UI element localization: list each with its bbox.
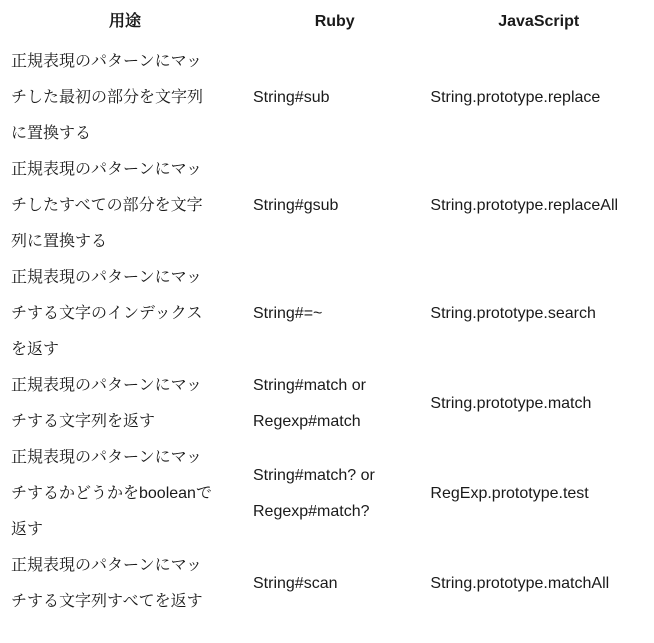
use-line: 正規表現のパターンにマッ: [11, 449, 203, 466]
use-cell: [4, 440, 246, 548]
use-line: 正規表現のパターンにマッ: [11, 377, 203, 394]
use-cell: [4, 548, 246, 620]
header-use: 用途: [108, 13, 141, 30]
use-cell: [4, 152, 246, 260]
header-javascript: JavaScript: [498, 13, 580, 30]
js-cell: String.prototype.replace: [430, 89, 601, 106]
ruby-method: String#sub: [253, 89, 330, 106]
js-cell: String.prototype.replaceAll: [430, 197, 619, 214]
ruby-cell: [246, 260, 423, 368]
use-line: チする文字のインデックス: [11, 305, 203, 322]
use-line: チしたすべての部分を文字: [11, 197, 203, 214]
js-cell: String.prototype.search: [430, 305, 596, 322]
use-cell: [4, 44, 246, 152]
use-cell: [4, 368, 246, 440]
ruby-cell: [246, 152, 423, 260]
use-line: チした最初の部分を文字列: [11, 89, 204, 106]
use-line: チする文字列を返す: [11, 413, 156, 430]
table-row: [4, 152, 654, 260]
use-line: チする文字列すべてを返す: [11, 593, 203, 610]
use-cell: [4, 260, 246, 368]
header-ruby: Ruby: [314, 13, 355, 30]
use-line: に置換する: [11, 125, 92, 142]
js-cell: String.prototype.match: [430, 395, 592, 412]
ruby-method: String#match or: [253, 377, 366, 394]
use-line: チするかどうかをbooleanで: [11, 485, 212, 502]
table-row: [4, 260, 654, 368]
ruby-cell: [246, 440, 423, 548]
use-line: 正規表現のパターンにマッ: [11, 53, 203, 70]
table-row: [4, 368, 654, 440]
js-cell: RegExp.prototype.test: [430, 485, 589, 502]
js-cell: String.prototype.matchAll: [430, 575, 610, 592]
regex-methods-table: [4, 0, 654, 620]
ruby-method: Regexp#match: [253, 413, 361, 430]
use-line: 正規表現のパターンにマッ: [11, 557, 203, 574]
table-row: [4, 440, 654, 548]
use-line: を返す: [11, 341, 60, 358]
ruby-method: String#match? or: [253, 467, 375, 484]
table-header-row: [4, 0, 654, 44]
ruby-method: String#scan: [253, 575, 338, 592]
use-line: 列に置換する: [11, 233, 108, 250]
ruby-method: String#gsub: [253, 197, 339, 214]
ruby-method: Regexp#match?: [253, 503, 370, 520]
use-line: 正規表現のパターンにマッ: [11, 161, 203, 178]
table-row: [4, 548, 654, 620]
ruby-cell: [246, 548, 423, 620]
table-row: [4, 44, 654, 152]
ruby-cell: [246, 44, 423, 152]
ruby-cell: [246, 368, 423, 440]
use-line: 返す: [11, 521, 44, 538]
ruby-method: String#=~: [253, 305, 323, 322]
use-line: 正規表現のパターンにマッ: [11, 269, 203, 286]
